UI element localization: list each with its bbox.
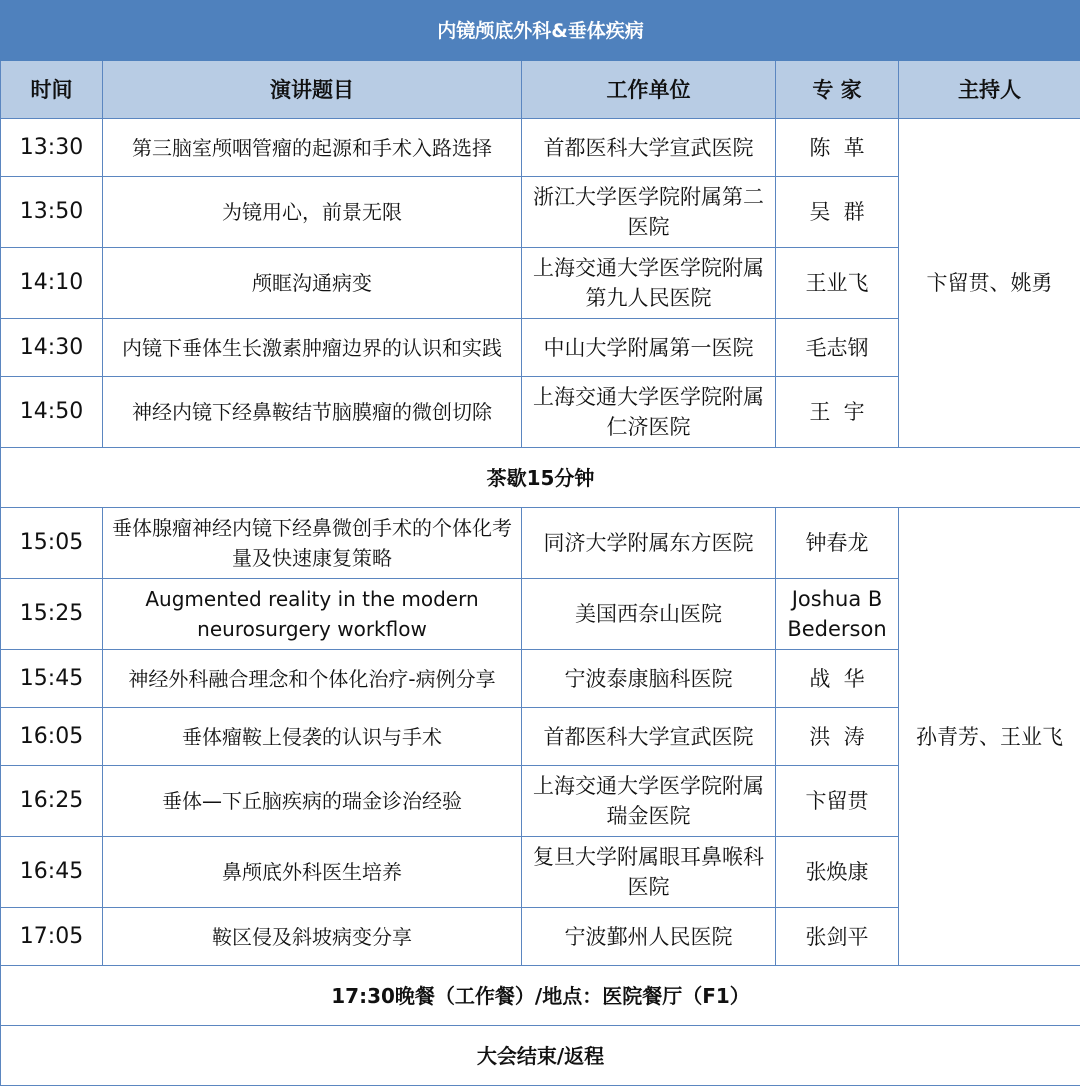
unit-cell: 宁波鄞州人民医院	[522, 908, 776, 966]
unit-cell: 首都医科大学宣武医院	[522, 119, 776, 177]
unit-cell: 上海交通大学医学院附属第九人民医院	[522, 248, 776, 319]
expert-cell: 洪 涛	[776, 708, 899, 766]
topic-cell: 鼻颅底外科医生培养	[103, 837, 522, 908]
topic-cell: 垂体腺瘤神经内镜下经鼻微创手术的个体化考量及快速康复策略	[103, 508, 522, 579]
dinner-info: 17:30晚餐（工作餐）/地点：医院餐厅（F1）	[1, 966, 1080, 1026]
expert-cell: 张焕康	[776, 837, 899, 908]
time-cell: 16:25	[1, 766, 103, 837]
header-time: 时间	[1, 61, 103, 119]
header-host: 主持人	[899, 61, 1080, 119]
time-cell: 15:05	[1, 508, 103, 579]
time-cell: 15:25	[1, 579, 103, 650]
unit-cell: 浙江大学医学院附属第二医院	[522, 177, 776, 248]
tea-break: 茶歇15分钟	[1, 448, 1080, 508]
ending-row	[1, 1026, 1080, 1086]
header-row	[1, 61, 1080, 119]
expert-cell: Joshua B Bederson	[776, 579, 899, 650]
topic-cell: 神经外科融合理念和个体化治疗-病例分享	[103, 650, 522, 708]
header-expert: 专 家	[776, 61, 899, 119]
expert-cell: 陈 革	[776, 119, 899, 177]
topic-cell: Augmented reality in the modern neurosurgery workflow	[103, 579, 522, 650]
topic-cell: 为镜用心，前景无限	[103, 177, 522, 248]
expert-cell: 卞留贯	[776, 766, 899, 837]
unit-cell: 中山大学附属第一医院	[522, 319, 776, 377]
time-cell: 13:50	[1, 177, 103, 248]
expert-cell: 钟春龙	[776, 508, 899, 579]
table-title: 内镜颅底外科&垂体疾病	[1, 1, 1080, 61]
time-cell: 15:45	[1, 650, 103, 708]
time-cell: 16:45	[1, 837, 103, 908]
expert-cell: 战 华	[776, 650, 899, 708]
dinner-row	[1, 966, 1080, 1026]
expert-cell: 王 宇	[776, 377, 899, 448]
expert-cell: 张剑平	[776, 908, 899, 966]
topic-cell: 神经内镜下经鼻鞍结节脑膜瘤的微创切除	[103, 377, 522, 448]
unit-cell: 上海交通大学医学院附属瑞金医院	[522, 766, 776, 837]
unit-cell: 美国西奈山医院	[522, 579, 776, 650]
time-cell: 14:30	[1, 319, 103, 377]
topic-cell: 垂体—下丘脑疾病的瑞金诊治经验	[103, 766, 522, 837]
topic-cell: 第三脑室颅咽管瘤的起源和手术入路选择	[103, 119, 522, 177]
host-cell: 卞留贯、姚勇	[899, 119, 1080, 448]
time-cell: 14:10	[1, 248, 103, 319]
topic-cell: 颅眶沟通病变	[103, 248, 522, 319]
time-cell: 14:50	[1, 377, 103, 448]
topic-cell: 垂体瘤鞍上侵袭的认识与手术	[103, 708, 522, 766]
host-cell: 孙青芳、王业飞	[899, 508, 1080, 966]
expert-cell: 吴 群	[776, 177, 899, 248]
unit-cell: 同济大学附属东方医院	[522, 508, 776, 579]
topic-cell: 鞍区侵及斜坡病变分享	[103, 908, 522, 966]
time-cell: 16:05	[1, 708, 103, 766]
table-row	[1, 119, 1080, 177]
table-row	[1, 508, 1080, 579]
header-unit: 工作单位	[522, 61, 776, 119]
expert-cell: 毛志钢	[776, 319, 899, 377]
expert-cell: 王业飞	[776, 248, 899, 319]
time-cell: 17:05	[1, 908, 103, 966]
unit-cell: 宁波泰康脑科医院	[522, 650, 776, 708]
unit-cell: 首都医科大学宣武医院	[522, 708, 776, 766]
topic-cell: 内镜下垂体生长激素肿瘤边界的认识和实践	[103, 319, 522, 377]
conference-end: 大会结束/返程	[1, 1026, 1080, 1086]
unit-cell: 复旦大学附属眼耳鼻喉科医院	[522, 837, 776, 908]
title-row	[1, 1, 1080, 61]
unit-cell: 上海交通大学医学院附属仁济医院	[522, 377, 776, 448]
header-topic: 演讲题目	[103, 61, 522, 119]
break-row	[1, 448, 1080, 508]
time-cell: 13:30	[1, 119, 103, 177]
